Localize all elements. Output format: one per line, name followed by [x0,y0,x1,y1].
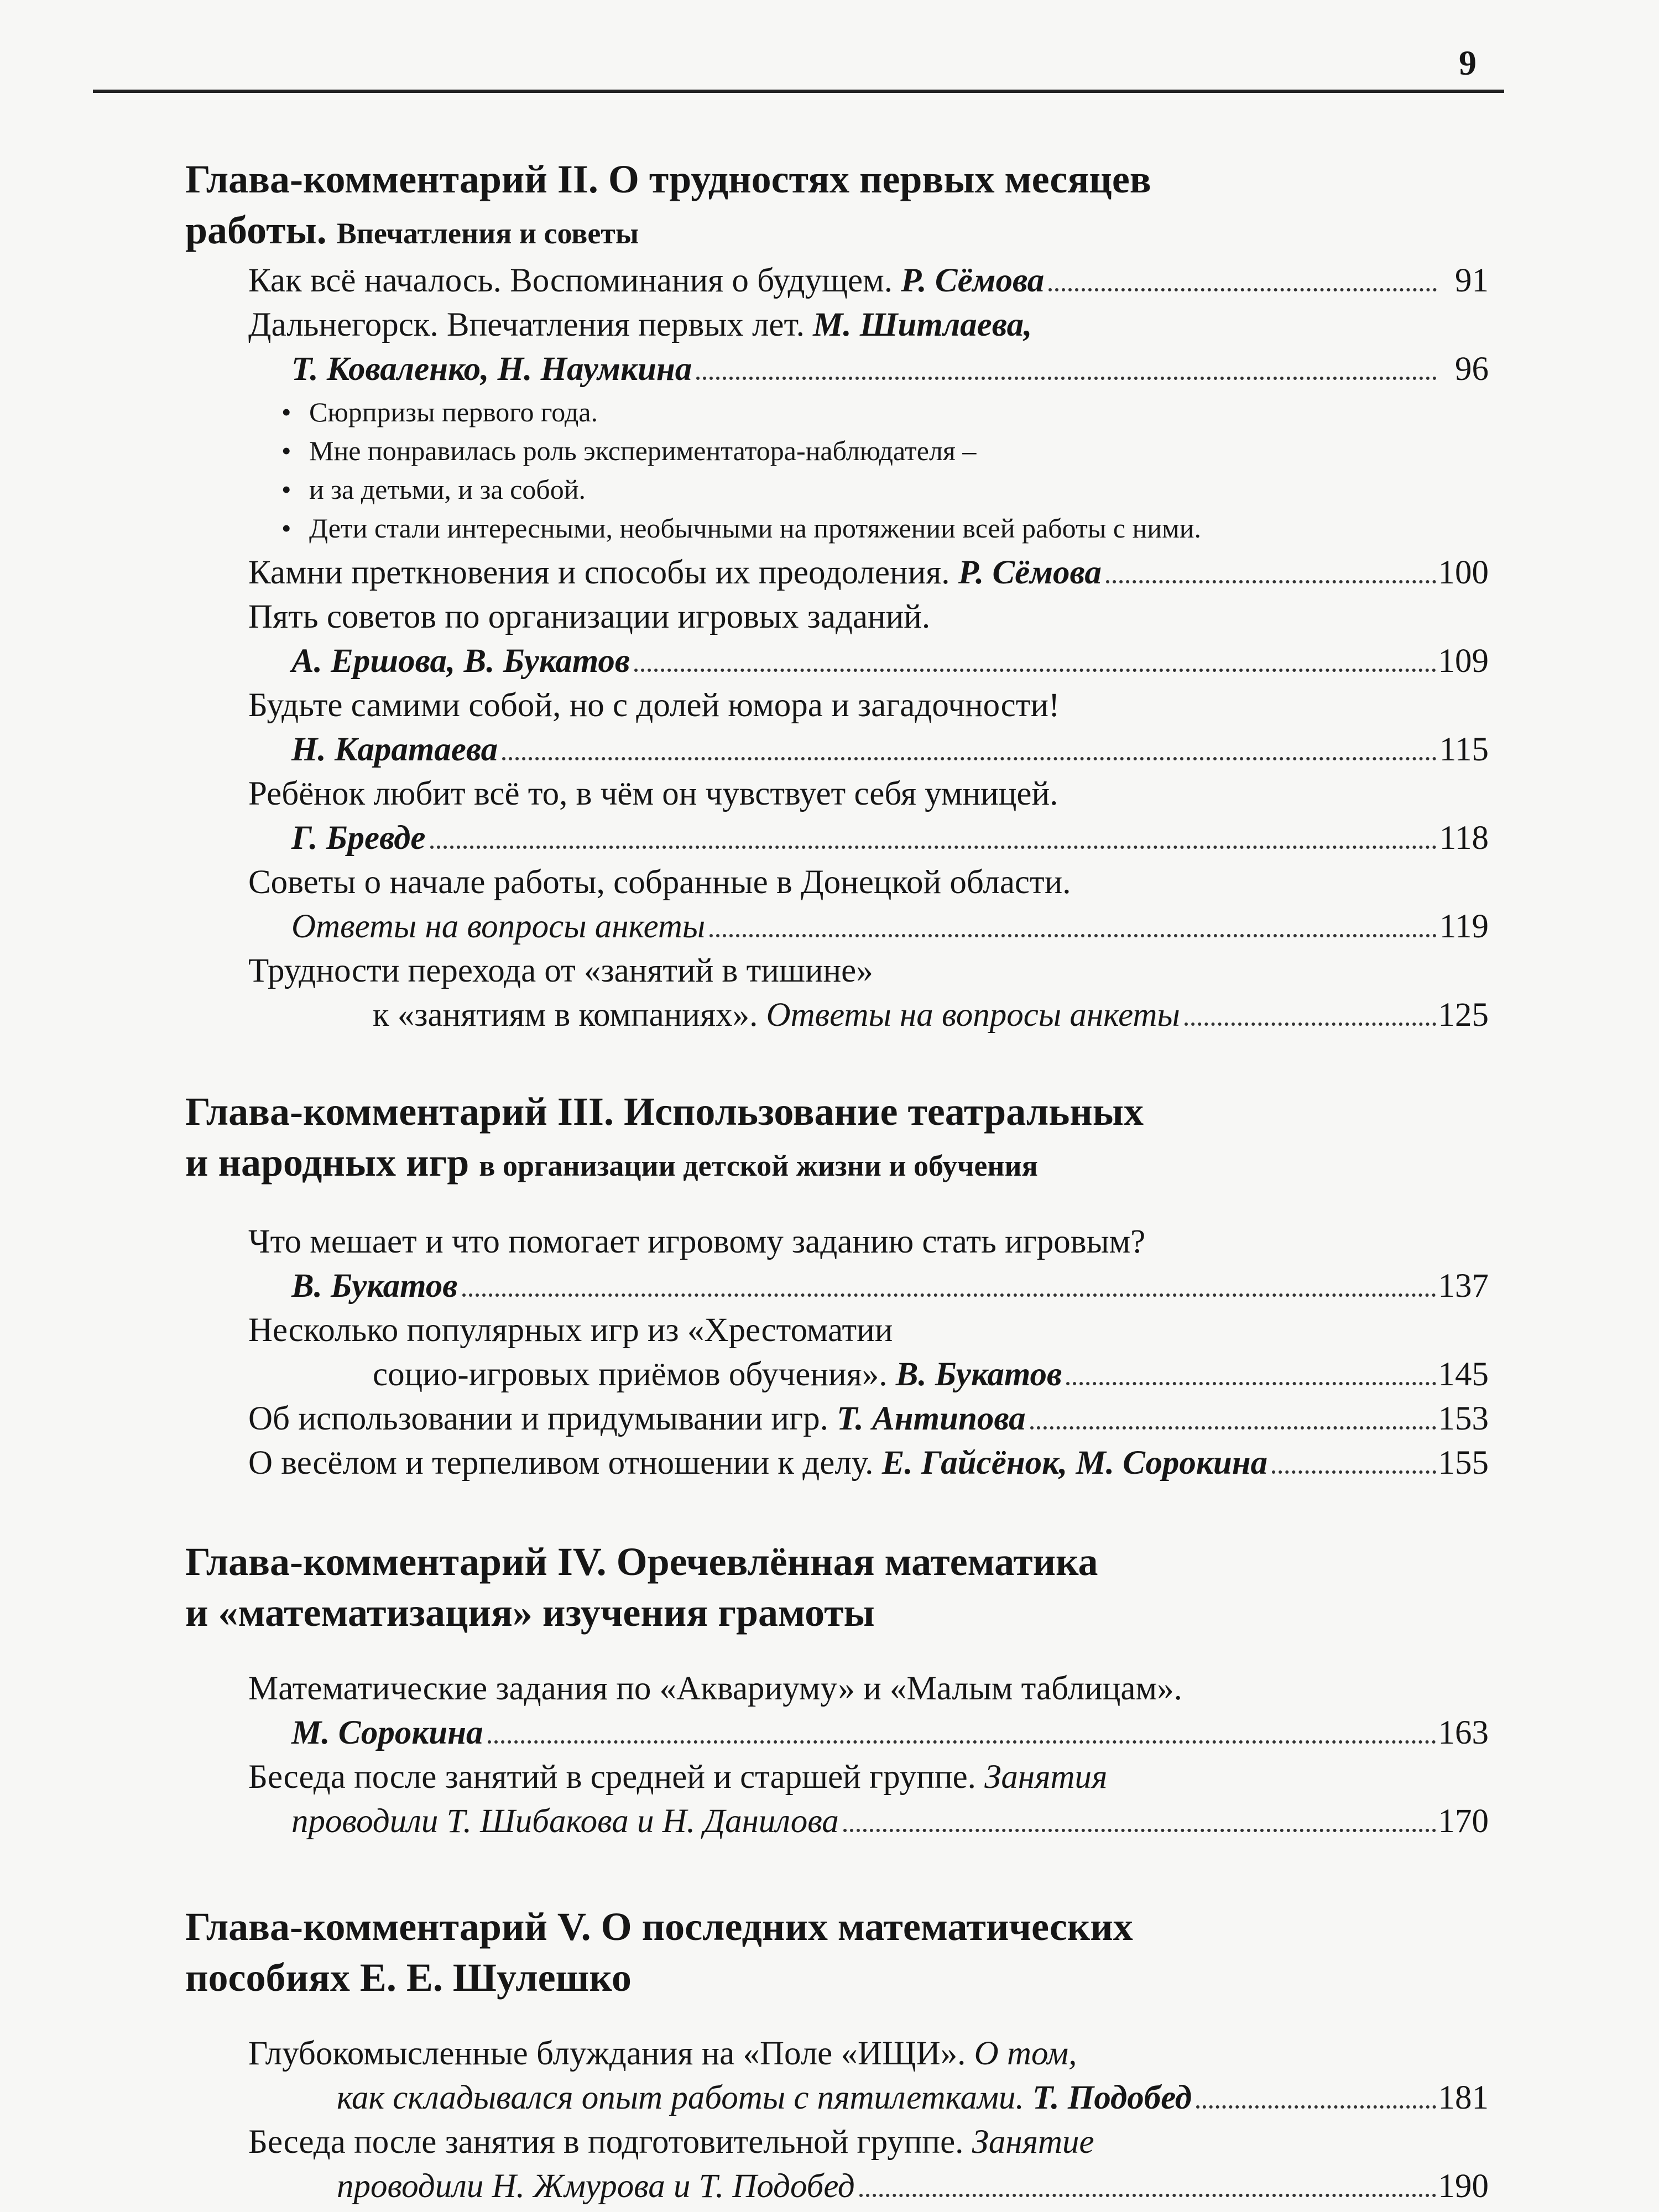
subitem: • и за детьми, и за собой. [309,470,1489,509]
toc-entry[interactable] [248,259,1489,303]
entry-title: Математические задания по «Аквариуму» и «Малым таблицам». [248,1670,1182,1707]
toc-entry[interactable] [248,1308,1489,1397]
entry-title: Трудности перехода от «занятий в тишине» [248,952,873,989]
dot-leader [1030,1426,1436,1430]
dot-leader [1066,1382,1436,1385]
entry-title: Советы о начале работы, собранные в Донецкой области. [248,864,1071,901]
header-rule [93,90,1504,93]
toc-entry[interactable] [248,1667,1489,1755]
dot-leader [1272,1470,1436,1474]
dot-leader [1048,288,1437,291]
entry-title: Об использовании и придумывании игр. [248,1400,828,1437]
entry-page: 119 [1439,908,1489,945]
entry-author: Т. Подобед [1032,2079,1192,2116]
table-of-contents [185,154,1489,2209]
entry-title: Ребёнок любит всё то, в чём он чувствует себя умницей. [248,775,1058,812]
entry-author: В. Букатов [291,1267,458,1305]
entry-author: Т. Антипова [837,1400,1026,1437]
entry-title: Камни преткновения и способы их преодоления. [248,554,950,591]
chapter-title-line1: Глава-комментарий II. О трудностях первых месяцев [185,157,1151,201]
entry-note: как складывался опыт работы с пятилетками. [337,2079,1024,2116]
dot-leader [430,846,1437,849]
entry-page: 118 [1439,820,1489,857]
chapter-title-line1: Глава-комментарий IV. Оречевлённая математика [185,1540,1098,1584]
subitem: • Дети стали интересными, необычными на протяжении всей работы с ними. [309,509,1489,547]
toc-entry[interactable] [248,1220,1489,1308]
toc-entry[interactable] [248,684,1489,772]
entry-note: Занятие [972,2124,1094,2161]
entry-author: М. Сорокина [291,1714,483,1751]
entry-author: А. Ершова, В. Букатов [291,643,630,680]
entry-page: 115 [1439,731,1489,768]
entry-title: Как всё началось. Воспоминания о будущем. [248,262,893,299]
dot-leader [634,669,1436,672]
entry-author: Т. Коваленко, Н. Наумкина [291,351,692,388]
entry-note: Занятия [984,1759,1108,1796]
toc-entry[interactable] [248,1755,1489,1844]
entry-title: О весёлом и терпеливом отношении к делу. [248,1444,874,1481]
entry-page: 91 [1455,262,1489,299]
toc-entry[interactable] [248,1441,1489,1485]
entry-title: Будьте самими собой, но с долей юмора и загадочности! [248,687,1060,724]
entry-page: 153 [1438,1400,1489,1437]
chapter-entries [185,1667,1489,1844]
entry-page: 170 [1438,1803,1489,1840]
chapter-title-line2: работы. [185,208,327,252]
chapter-title [185,1901,1489,2003]
entry-note: проводили Т. Шибакова и Н. Данилова [291,1803,839,1840]
toc-entry[interactable] [248,949,1489,1037]
entry-title: социо-игровых приёмов обучения». [373,1356,888,1393]
entry-title: Пять советов по организации игровых заданий. [248,598,931,635]
entry-author: В. Букатов [895,1356,1062,1393]
toc-entry[interactable] [248,860,1489,949]
chapter-5 [185,1901,1489,2209]
chapter-title [185,1536,1489,1638]
entry-page: 100 [1438,554,1489,591]
entry-title: Глубокомысленные блуждания на «Поле «ИЩИ». [248,2035,966,2072]
dot-leader [1196,2105,1436,2109]
chapter-4 [185,1536,1489,1844]
dot-leader [502,757,1437,760]
chapter-title [185,154,1489,259]
entry-author: Г. Бревде [291,820,426,857]
entry-page: 96 [1455,351,1489,388]
toc-entry[interactable] [248,595,1489,684]
toc-entry[interactable] [248,1397,1489,1441]
entry-page: 181 [1438,2079,1489,2116]
entry-note: Ответы на вопросы анкеты [766,997,1180,1034]
chapter-entries [185,1220,1489,1485]
chapter-title-line2: и народных игр [185,1140,469,1185]
entry-note: проводили Н. Жмурова и Т. Подобед [337,2168,855,2205]
subitem: • Мне понравилась роль экспериментатора-наблюдателя – [309,431,1489,470]
entry-page: 109 [1438,643,1489,680]
toc-entry[interactable] [248,772,1489,860]
dot-leader [1185,1022,1436,1026]
entry-page: 190 [1438,2168,1489,2205]
toc-entry[interactable] [248,2032,1489,2120]
entry-title: Что мешает и что помогает игровому заданию стать игровым? [248,1223,1146,1260]
entry-page: 145 [1438,1356,1489,1393]
entry-note: Ответы на вопросы анкеты [291,908,706,945]
toc-entry[interactable] [248,2120,1489,2209]
entry-page: 137 [1438,1267,1489,1305]
entry-title: Беседа после занятия в подготовительной группе. [248,2124,964,2161]
entry-page: 125 [1438,997,1489,1034]
chapter-title-line1: Глава-комментарий III. Использование театральных [185,1089,1144,1134]
page-number: 9 [1459,43,1477,82]
dot-leader [488,1740,1436,1744]
entry-author: Н. Каратаева [291,731,498,768]
toc-entry[interactable] [248,303,1489,547]
chapter-entries [185,259,1489,1037]
entry-author: М. Шитлаева, [813,306,1032,343]
chapter-title-line1: Глава-комментарий V. О последних математических [185,1905,1133,1949]
entry-subitems [248,393,1489,547]
entry-title: к «занятиям в компаниях». [373,997,758,1034]
dot-leader [859,2194,1436,2197]
subitem: • Сюрпризы первого года. [309,393,1489,431]
chapter-title-line2: и «математизация» изучения грамоты [185,1590,875,1635]
entry-author: Р. Сёмова [958,554,1102,591]
chapter-entries [185,2032,1489,2209]
dot-leader [1106,580,1436,583]
entry-title: Дальнегорск. Впечатления первых лет. [248,306,805,343]
dot-leader [462,1293,1436,1297]
entry-note: О том, [974,2035,1077,2072]
dot-leader [696,377,1437,380]
entry-page: 163 [1438,1714,1489,1751]
toc-entry[interactable] [248,551,1489,595]
entry-title: Беседа после занятий в средней и старшей группе. [248,1759,976,1796]
chapter-title [185,1086,1489,1191]
chapter-title-line2: пособиях Е. Е. Шулешко [185,1955,632,2000]
chapter-3 [185,1086,1489,1485]
chapter-subtitle: Впечатления и советы [336,217,639,250]
entry-page: 155 [1438,1444,1489,1481]
chapter-2 [185,154,1489,1037]
chapter-subtitle: в организации детской жизни и обучения [479,1149,1038,1182]
entry-title: Несколько популярных игр из «Хрестоматии [248,1312,893,1349]
entry-author: Р. Сёмова [901,262,1045,299]
entry-author: Е. Гайсёнок, М. Сорокина [881,1444,1268,1481]
dot-leader [709,934,1437,937]
dot-leader [843,1829,1436,1832]
